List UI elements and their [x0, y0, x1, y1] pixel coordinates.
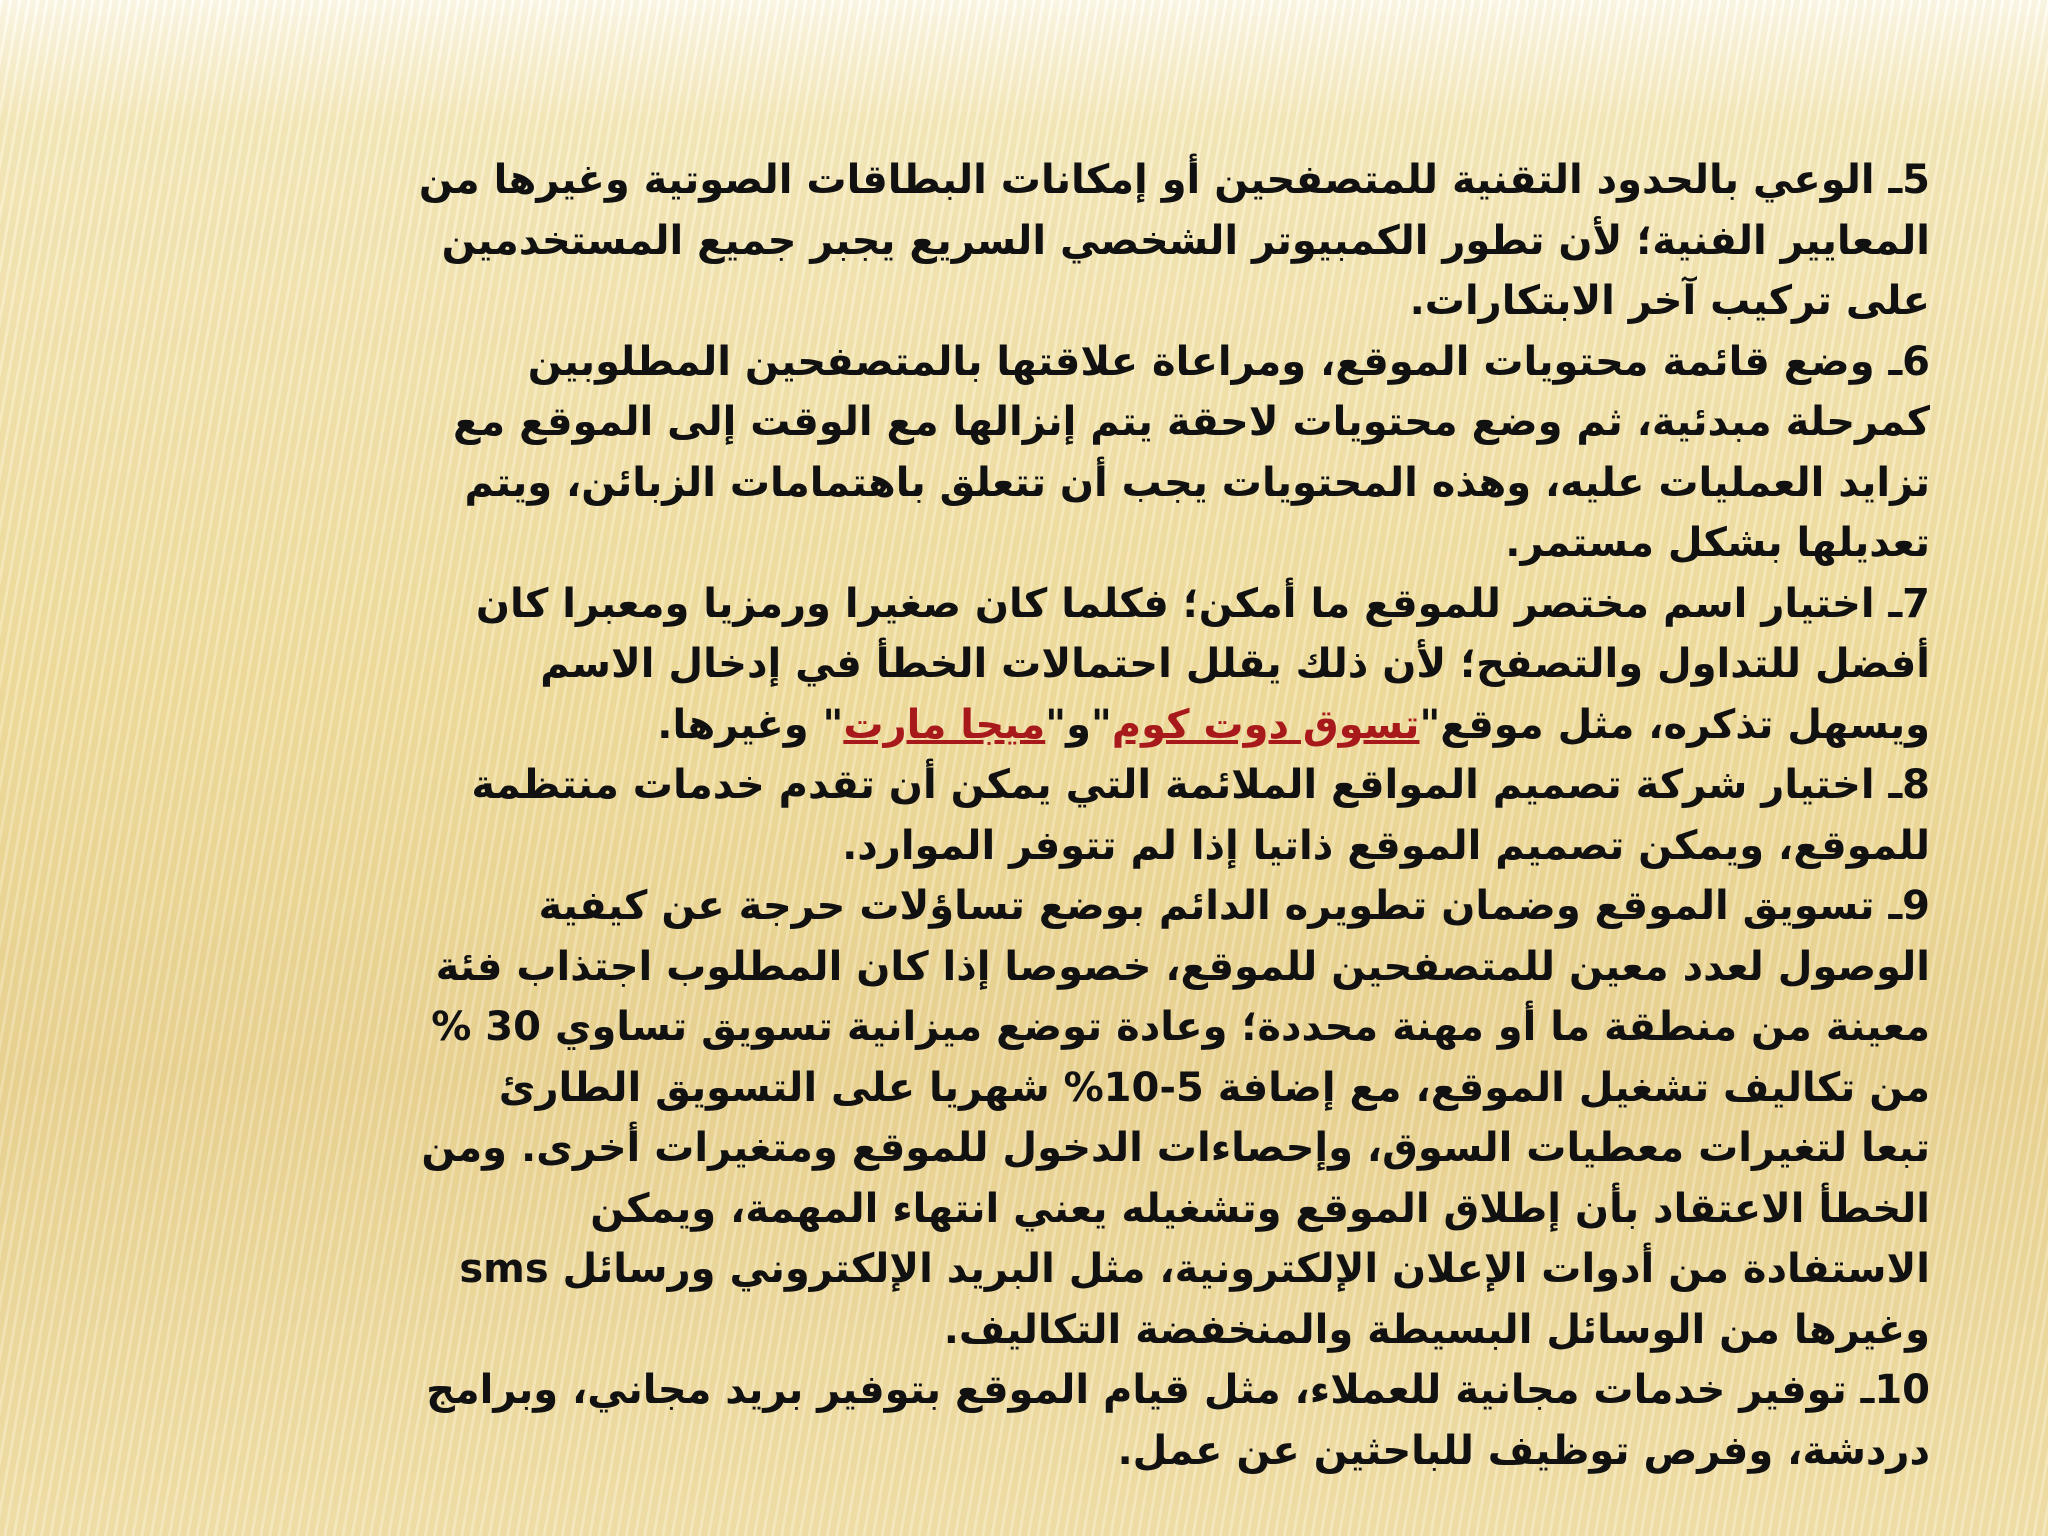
list-item-5: [100, 150, 1930, 332]
slide-body-text: [100, 150, 1930, 1481]
text-line: 8ـ اختيار شركة تصميم المواقع الملائمة التي يمكن أن تقدم خدمات منتظمة: [471, 762, 1930, 808]
text-line: الاستفادة من أدوات الإعلان الإلكترونية، مثل البريد الإلكتروني ورسائل sms: [459, 1246, 1930, 1292]
text-line: أفضل للتداول والتصفح؛ لأن ذلك يقلل احتمالات الخطأ في إدخال الاسم: [540, 641, 1930, 687]
text-line: 10ـ توفير خدمات مجانية للعملاء، مثل قيام الموقع بتوفير بريد مجاني، وبرامج: [426, 1367, 1930, 1413]
list-item-10: [100, 1360, 1930, 1481]
list-item-6: [100, 332, 1930, 574]
text-line: دردشة، وفرص توظيف للباحثين عن عمل.: [1117, 1427, 1930, 1474]
text-line: 5ـ الوعي بالحدود التقنية للمتصفحين أو إمكانات البطاقات الصوتية وغيرها من: [418, 157, 1930, 203]
text-line: على تركيب آخر الابتكارات.: [1409, 278, 1930, 324]
text-line: 9ـ تسويق الموقع وضمان تطويره الدائم بوضع تساؤلات حرجة عن كيفية: [538, 883, 1930, 929]
text-line: المعايير الفنية؛ لأن تطور الكمبيوتر الشخصي السريع يجبر جميع المستخدمين: [441, 217, 1930, 264]
list-item-8: [100, 755, 1930, 876]
text-fragment: ويسهل تذكره، مثل موقع": [1419, 701, 1930, 748]
link-tasawaq-dot-com[interactable]: تسوق دوت كوم: [1111, 701, 1420, 748]
text-line-with-links: [100, 695, 1930, 756]
text-fragment: "و": [1045, 701, 1112, 748]
text-line: 7ـ اختيار اسم مختصر للموقع ما أمكن؛ فكلما كان صغيرا ورمزيا ومعبرا كان: [475, 580, 1930, 627]
text-line: تزايد العمليات عليه، وهذه المحتويات يجب أن تتعلق باهتمامات الزبائن، ويتم: [464, 459, 1930, 506]
text-line: من تكاليف تشغيل الموقع، مع إضافة 5-10% شهريا على التسويق الطارئ: [498, 1064, 1930, 1111]
list-item-9: [100, 876, 1930, 1360]
text-fragment: " وغيرها.: [657, 701, 844, 748]
text-line: الخطأ الاعتقاد بأن إطلاق الموقع وتشغيله يعني انتهاء المهمة، ويمكن: [590, 1185, 1930, 1232]
text-line: تبعا لتغيرات معطيات السوق، وإحصاءات الدخول للموقع ومتغيرات أخرى. ومن: [421, 1125, 1930, 1171]
link-mega-mart[interactable]: ميجا مارت: [843, 701, 1046, 748]
text-line: الوصول لعدد معين للمتصفحين للموقع، خصوصا إذا كان المطلوب اجتذاب فئة: [435, 943, 1930, 990]
text-line: للموقع، ويمكن تصميم الموقع ذاتيا إذا لم تتوفر الموارد.: [842, 822, 1930, 869]
text-line: وغيرها من الوسائل البسيطة والمنخفضة التكاليف.: [943, 1306, 1930, 1353]
text-line: كمرحلة مبدئية، ثم وضع محتويات لاحقة يتم إنزالها مع الوقت إلى الموقع مع: [453, 399, 1930, 445]
text-line: معينة من منطقة ما أو مهنة محددة؛ وعادة توضع ميزانية تسويق تساوي 30 %: [431, 1004, 1930, 1050]
list-item-7: [100, 574, 1930, 756]
text-line: تعديلها بشكل مستمر.: [1505, 520, 1930, 566]
text-line: 6ـ وضع قائمة محتويات الموقع، ومراعاة علاقتها بالمتصفحين المطلوبين: [527, 338, 1930, 385]
